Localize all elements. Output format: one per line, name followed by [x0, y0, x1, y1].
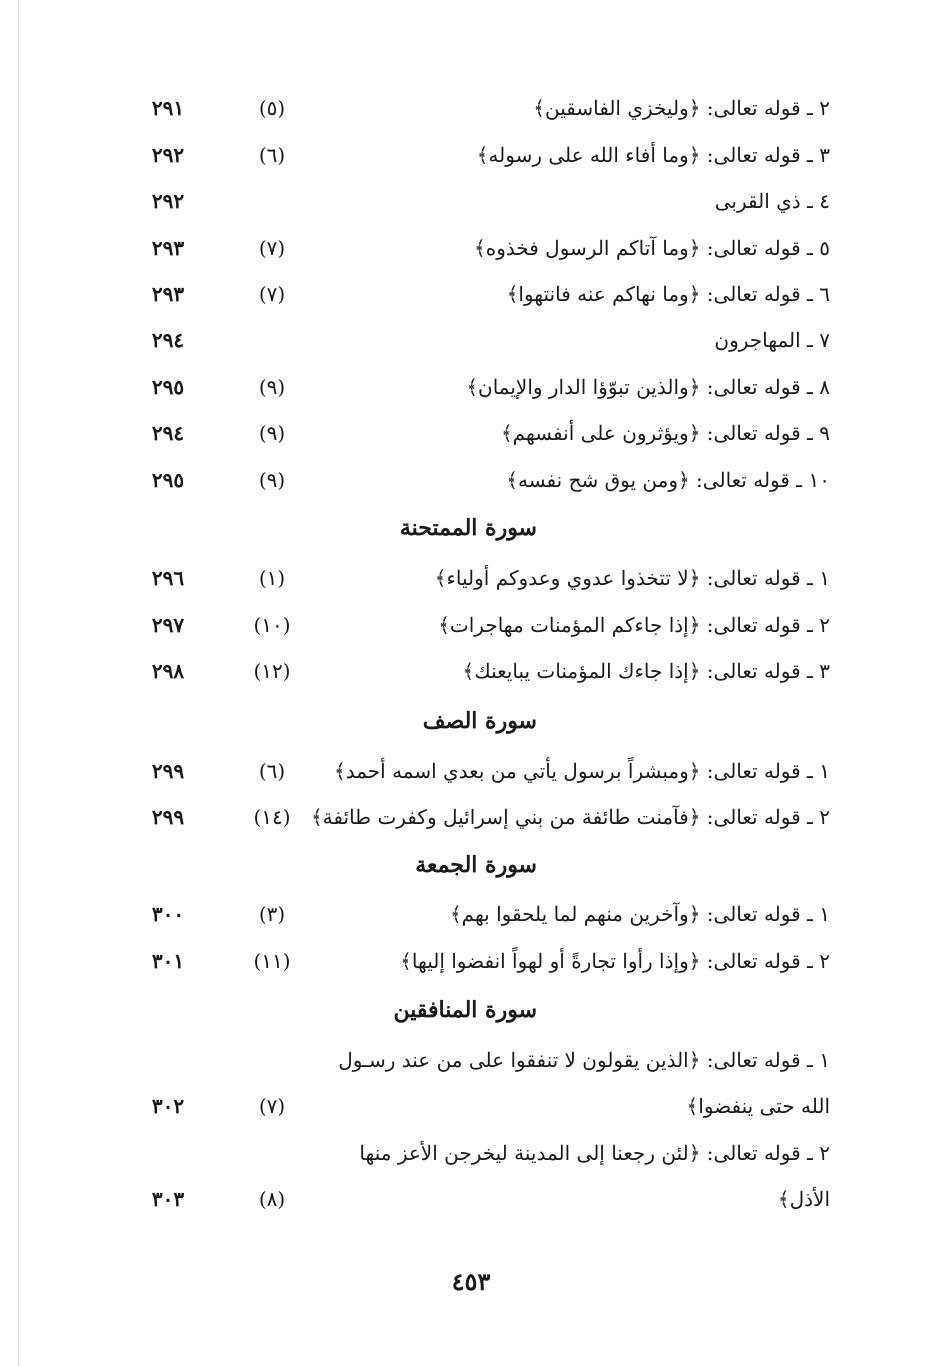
page-reference: ٢٩٦ — [151, 566, 185, 590]
index-row — [0, 558, 942, 598]
index-row — [0, 605, 942, 645]
surah-heading — [0, 701, 942, 741]
page-reference: ٣٠٠ — [151, 902, 185, 926]
index-row-two-line — [0, 1040, 942, 1136]
entry-title: ٤ ـ ذي القربى — [714, 189, 830, 213]
page-reference: ٢٩٤ — [151, 328, 185, 352]
entry-title: ١٠ ـ قوله تعالى: ﴿ومن يوق شح نفسه﴾ — [506, 468, 830, 492]
index-row — [0, 181, 942, 221]
entry-title: ٩ ـ قوله تعالى: ﴿ويؤثرون على أنفسهم﴾ — [500, 421, 830, 445]
index-row — [0, 274, 942, 314]
entry-title: ٦ ـ قوله تعالى: ﴿وما نهاكم عنه فانتهوا﴾ — [506, 282, 830, 306]
entry-title: ١ ـ قوله تعالى: ﴿لا تتخذوا عدوي وعدوكم أولياء﴾ — [434, 566, 830, 590]
index-row — [0, 941, 942, 981]
surah-heading — [0, 508, 942, 548]
page-reference: ٢٩٩ — [151, 805, 185, 829]
verse-number: (٩) — [258, 375, 286, 399]
index-row — [0, 367, 942, 407]
verse-number: (١) — [258, 566, 286, 590]
entry-title: ١ ـ قوله تعالى: ﴿وآخرين منهم لما يلحقوا بهم﴾ — [449, 902, 830, 926]
index-row — [0, 320, 942, 360]
verse-number: (٦) — [258, 759, 286, 783]
entry-title: ٨ ـ قوله تعالى: ﴿والذين تبوّؤا الدار والإيمان﴾ — [466, 375, 830, 399]
surah-heading-text: سورة الصف — [422, 708, 537, 734]
entry-title: ٢ ـ قوله تعالى: ﴿فآمنت طائفة من بني إسرائيل وكفرت طائفة﴾ — [310, 805, 830, 829]
index-row-two-line — [0, 1133, 942, 1229]
page-reference: ٢٩٣ — [151, 236, 185, 260]
page-reference: ٢٩٢ — [151, 189, 185, 213]
page-reference: ٢٩٧ — [151, 613, 185, 637]
entry-title: ٣ ـ قوله تعالى: ﴿وما أفاء الله على رسوله﴾ — [476, 143, 830, 167]
entry-title: ٣ ـ قوله تعالى: ﴿إذا جاءك المؤمنات يبايعنك﴾ — [462, 659, 830, 683]
surah-heading-text: سورة الجمعة — [415, 852, 537, 878]
verse-number: (٨) — [258, 1187, 286, 1211]
verse-number: (٩) — [258, 468, 286, 492]
index-row — [0, 413, 942, 453]
index-row — [0, 460, 942, 500]
index-row — [0, 88, 942, 128]
index-row — [0, 651, 942, 691]
page-reference: ٣٠٢ — [151, 1094, 185, 1118]
entry-title: ٢ ـ قوله تعالى: ﴿إذا جاءكم المؤمنات مهاجرات﴾ — [438, 613, 830, 637]
entry-title: ٢ ـ قوله تعالى: ﴿وإذا رأوا تجارةً أو لهواً انفضوا إليها﴾ — [400, 949, 830, 973]
verse-number: (٦) — [258, 143, 286, 167]
page-reference: ٢٩٢ — [151, 143, 185, 167]
verse-number: (١١) — [253, 949, 291, 973]
surah-heading-text: سورة المنافقين — [393, 997, 537, 1023]
entry-title: ٢ ـ قوله تعالى: ﴿وليخزي الفاسقين﴾ — [533, 96, 830, 120]
verse-number: (٧) — [258, 236, 286, 260]
verse-number: (٥) — [258, 96, 286, 120]
verse-number: (٩) — [258, 421, 286, 445]
page-number: ٤٥٣ — [451, 1267, 491, 1296]
verse-number: (١٤) — [253, 805, 291, 829]
verse-number: (٧) — [258, 282, 286, 306]
verse-number: (١٢) — [253, 659, 291, 683]
page-reference: ٣٠٣ — [151, 1187, 185, 1211]
verse-number: (٣) — [258, 902, 286, 926]
page-reference: ٢٩٩ — [151, 759, 185, 783]
surah-heading — [0, 990, 942, 1030]
entry-title-line: الأذل﴾ — [777, 1187, 830, 1211]
entry-title-line: ٢ ـ قوله تعالى: ﴿لئن رجعنا إلى المدينة ليخرجن الأعز منها — [359, 1141, 830, 1165]
page-reference: ٣٠١ — [151, 949, 185, 973]
index-row — [0, 135, 942, 175]
page-reference: ٢٩٥ — [151, 375, 185, 399]
verse-number: (٧) — [258, 1094, 286, 1118]
surah-heading — [0, 845, 942, 885]
entry-title-line: ١ ـ قوله تعالى: ﴿الذين يقولون لا تنفقوا على من عند رسـول — [338, 1048, 830, 1072]
surah-heading-text: سورة الممتحنة — [399, 515, 537, 541]
index-row — [0, 894, 942, 934]
entry-title-line: الله حتى ينفضوا﴾ — [686, 1094, 830, 1118]
index-row — [0, 797, 942, 837]
page-reference: ٢٩٨ — [151, 659, 185, 683]
page-reference: ٢٩٤ — [151, 421, 185, 445]
index-row — [0, 228, 942, 268]
page-reference: ٢٩٣ — [151, 282, 185, 306]
index-row — [0, 751, 942, 791]
entry-title: ٥ ـ قوله تعالى: ﴿وما آتاكم الرسول فخذوه﴾ — [474, 236, 830, 260]
page-reference: ٢٩٥ — [151, 468, 185, 492]
entry-title: ٧ ـ المهاجرون — [714, 328, 830, 352]
page-reference: ٢٩١ — [151, 96, 185, 120]
entry-title: ١ ـ قوله تعالى: ﴿ومبشراً برسول يأتي من بعدي اسمه أحمد﴾ — [334, 759, 830, 783]
verse-number: (١٠) — [253, 613, 291, 637]
